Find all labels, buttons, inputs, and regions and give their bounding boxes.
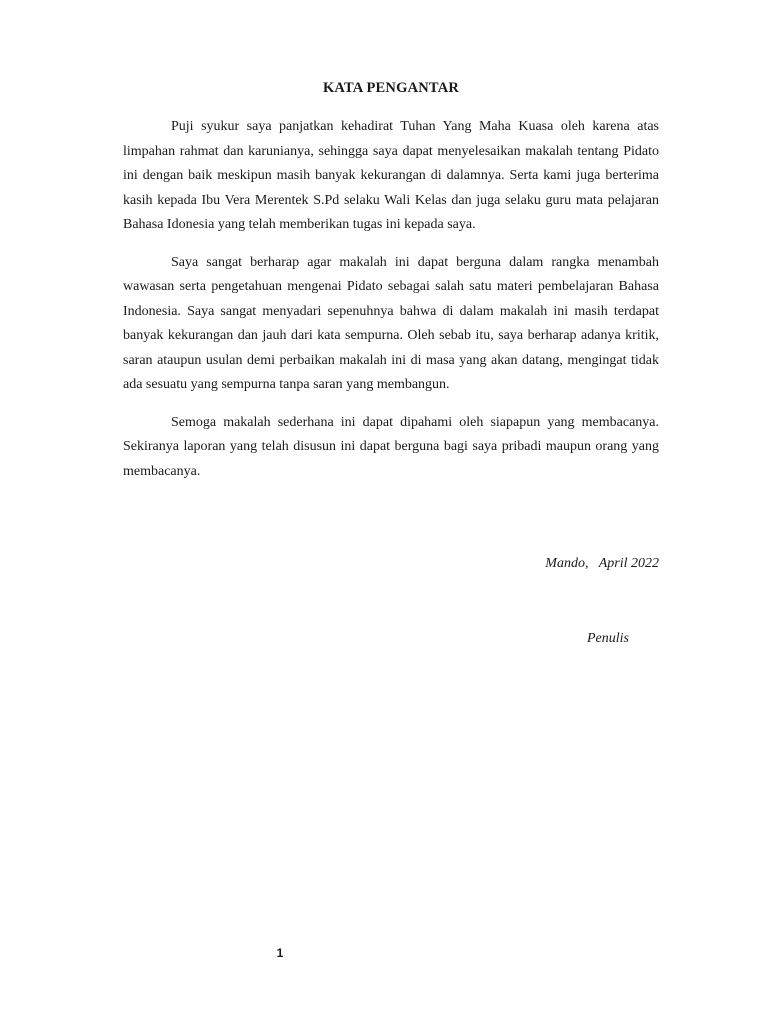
document-page (123, 0, 659, 1024)
place-date: Mando, April 2022 (545, 556, 659, 571)
paragraph-1: Puji syukur saya panjatkan kehadirat Tuhan Yang Maha Kuasa oleh karena atas limpahan rahmat dan karunianya, sehingga saya dapat menyelesaikan makalah tentang Pidato ini dengan baik meskipun masih banyak kekurangan di dalamnya. Serta kami juga berterima kasih kepada Ibu Vera Merentek S.Pd selaku Wali Kelas dan juga selaku guru mata pelajaran Bahasa Idonesia yang telah memberikan tugas ini kepada saya. (123, 119, 659, 232)
document-title: KATA PENGANTAR (322, 80, 460, 96)
paragraph-3: Semoga makalah sederhana ini dapat dipahami oleh siapapun yang membacanya. Sekiranya laporan yang telah disusun ini dapat berguna bagi saya pribadi maupun orang yang membacanya. (123, 414, 659, 479)
document-body (123, 115, 659, 497)
paragraph-2: Saya sangat berharap agar makalah ini dapat berguna dalam rangka menambah wawasan serta pengetahuan mengenai Pidato sebagai salah satu materi pembelajaran Bahasa Indonesia. Saya sangat menyadari sepenuhnya bahwa di dalam makalah ini masih terdapat banyak kekurangan dan jauh dari kata sempurna. Oleh sebab itu, saya berharap adanya kritik, saran ataupun usulan demi perbaikan makalah ini di masa yang akan datang, mengingat tidak ada sesuatu yang sempurna tanpa saran yang membangun. (123, 254, 659, 392)
author-signature: Penulis (587, 631, 629, 646)
page-number: 1 (276, 946, 284, 960)
